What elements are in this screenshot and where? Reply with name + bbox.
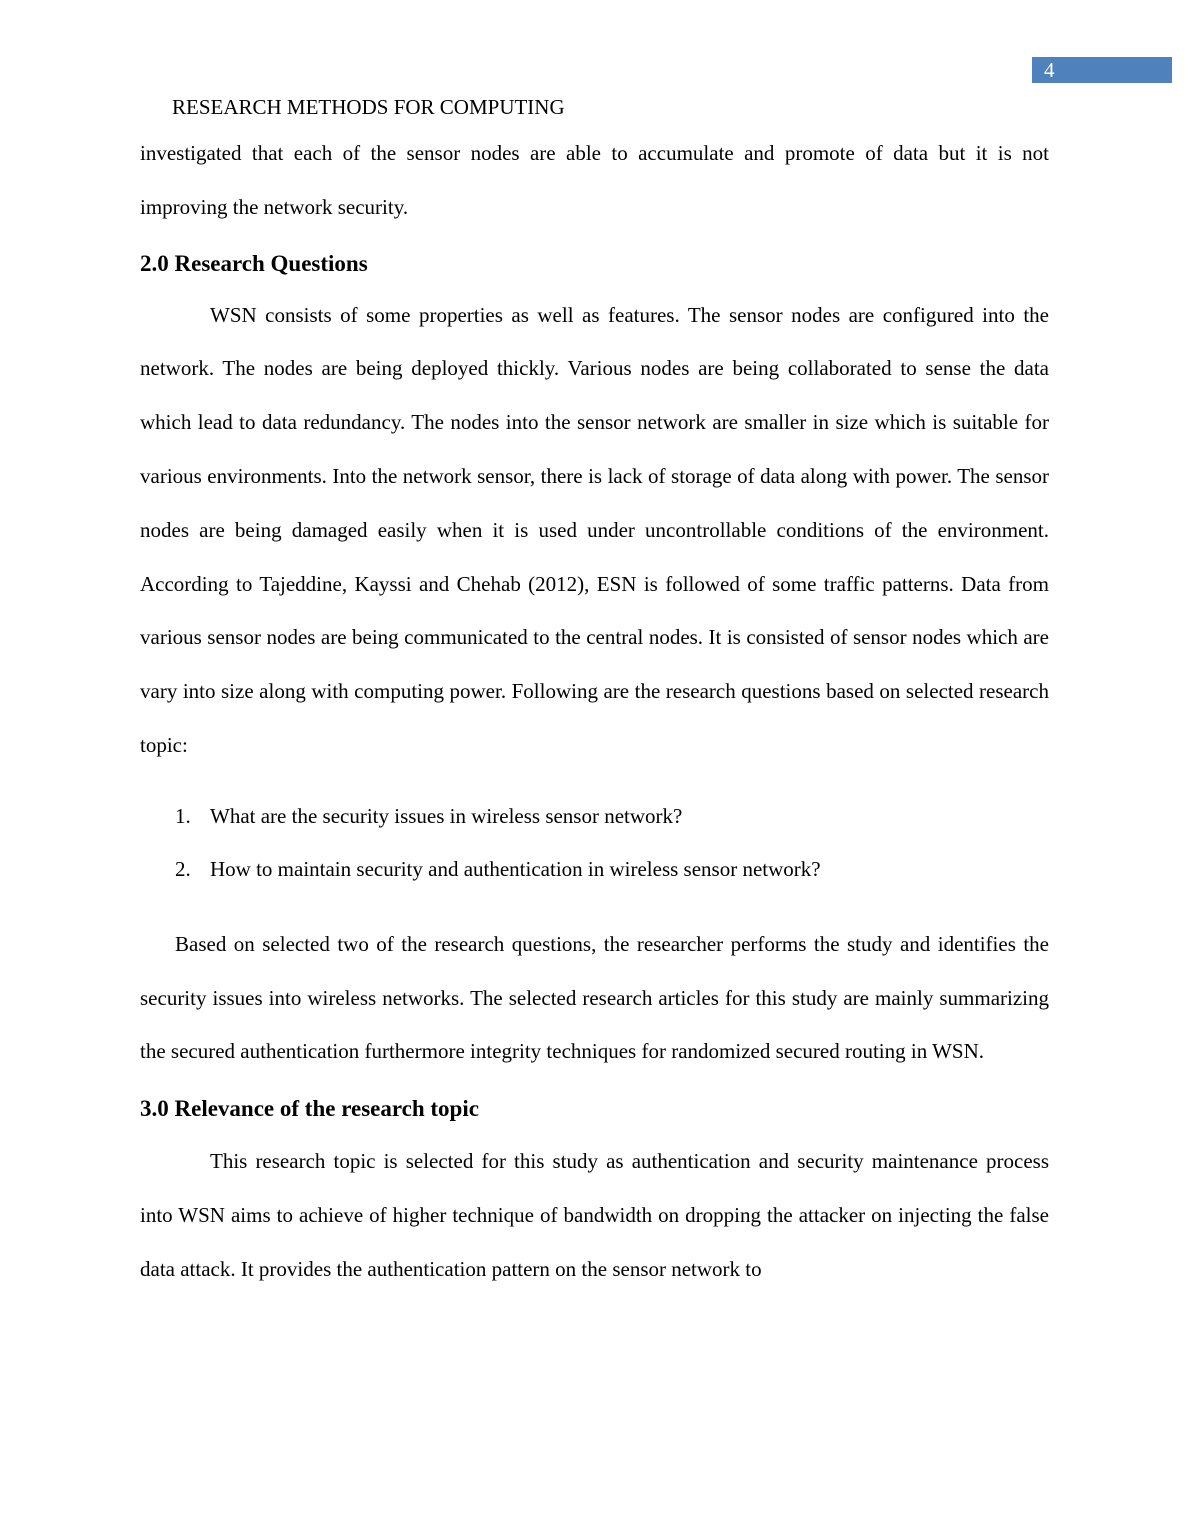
section-3-paragraph: This research topic is selected for this study as authentication and security maintenance process into WSN aims to achieve of higher technique of bandwidth on dropping the attacker on injecting the false data attack. It provides the authentication pattern on the sensor network to <box>140 1149 1049 1281</box>
section-2-heading: 2.0 Research Questions <box>140 250 368 276</box>
intro-paragraph: investigated that each of the sensor nodes are able to accumulate and promote of data but it is not improving the network security. <box>140 141 1049 219</box>
section-2-paragraph: WSN consists of some properties as well as features. The sensor nodes are configured into the network. The nodes are being deployed thickly. Various nodes are being collaborated to sense the data which lead to data redundancy. The nodes into the sensor network are smaller in size which is suitable for various environments. Into the network sensor, there is lack of storage of data along with power. The sensor nodes are being damaged easily when it is used under uncontrollable conditions of the environment. According to Tajeddine, Kayssi and Chehab (2012), ESN is followed of some traffic patterns. Data from various sensor nodes are being communicated to the central nodes. It is consisted of sensor nodes which are vary into size along with computing power. Following are the research questions based on selected research topic: <box>140 302 1049 757</box>
page-number-bar <box>1032 57 1172 83</box>
list-item-text: How to maintain security and authentication in wireless sensor network? <box>210 856 821 881</box>
research-questions-list <box>140 790 1049 896</box>
list-item-number: 2. <box>175 856 191 881</box>
running-head: RESEARCH METHODS FOR COMPUTING <box>172 95 565 119</box>
page-number: 4 <box>1044 58 1055 82</box>
section-3-heading: 3.0 Relevance of the research topic <box>140 1096 479 1122</box>
list-item <box>140 843 1049 896</box>
list-item <box>140 790 1049 843</box>
document-body <box>140 127 1049 1297</box>
list-item-text: What are the security issues in wireless sensor network? <box>210 803 683 828</box>
section-2-followup-paragraph: Based on selected two of the research questions, the researcher performs the study and identifies the security issues into wireless networks. The selected research articles for this study are mainly summarizing the secured authentication furthermore integrity techniques for randomized secured routing in WSN. <box>140 931 1049 1064</box>
list-item-number: 1. <box>175 803 191 828</box>
